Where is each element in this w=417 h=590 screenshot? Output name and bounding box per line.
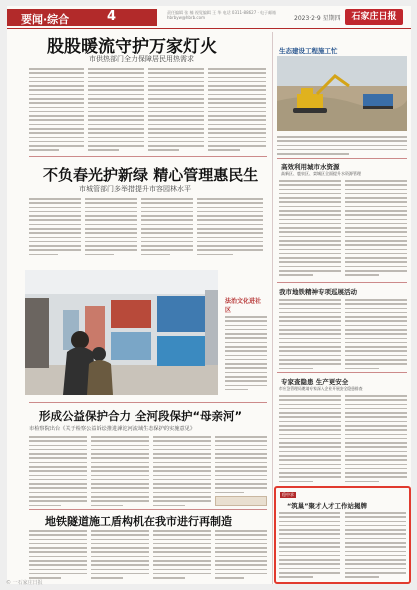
article-2-col-1	[29, 198, 81, 258]
exhibition-illustration	[25, 270, 218, 395]
issue-date: 2023·2·9 星期四	[294, 15, 341, 22]
water-title: 高效利用城市水资源	[281, 163, 340, 171]
article-2-col-4	[197, 198, 263, 258]
article-1-col-1	[29, 68, 84, 154]
source-watermark: © 一石家庄日报	[6, 580, 43, 586]
article-3-subtitle: 市检察院出台《关于检察公益诉讼推进滹沱河流域生态保护的实施意见》	[29, 426, 196, 432]
column-divider	[272, 32, 273, 584]
article-3-col-4	[215, 436, 267, 496]
safety-title: 专家查隐患 生产更安全	[281, 378, 349, 386]
article-2-rule	[29, 402, 267, 403]
article-2-subtitle: 市城管部门多举措提升市容园林水平	[79, 185, 191, 193]
page-header	[7, 6, 411, 28]
safety-col-1	[279, 395, 341, 485]
water-col-2	[345, 180, 407, 278]
construction-caption	[277, 136, 407, 157]
section-title: 要闻·综合	[21, 13, 70, 26]
exhibit-col-1	[279, 299, 341, 372]
sidebar-rule-3	[277, 372, 407, 373]
article-3-col-3	[153, 436, 211, 509]
sidebar-rule-1	[277, 158, 407, 159]
exhibition-photo	[25, 270, 218, 395]
article-1-col-3	[148, 68, 204, 154]
excavator-illustration	[277, 56, 407, 131]
water-col-1	[279, 180, 341, 278]
article-4-col-3	[153, 530, 211, 581]
photo-caption	[225, 316, 267, 393]
safety-col-2	[345, 395, 407, 485]
sidebar-photo-title: 生态建设工程施工忙	[279, 47, 338, 55]
editor-info: 责任编辑 张 楠 视觉编辑 王 华 电话 0311-88627 · 电子邮箱 hbrbyw@hbrb.com	[167, 10, 277, 20]
article-1-col-2	[88, 68, 144, 154]
article-2-title: 不负春光护新绿 精心管理惠民生	[43, 166, 259, 184]
newspaper-page	[7, 6, 411, 584]
masthead-logo: 石家庄日报	[345, 9, 403, 25]
construction-photo	[277, 56, 407, 131]
article-2-col-3	[141, 198, 193, 258]
article-3-col-1	[29, 436, 87, 509]
page-number: 4	[107, 9, 117, 24]
article-3-col-2	[91, 436, 149, 509]
box-tag: 稳中求	[282, 492, 294, 497]
article-4-col-2	[91, 530, 149, 581]
exhibit-col-2	[345, 299, 407, 372]
photo-label: 法治文化进社区	[225, 298, 262, 314]
article-2-col-2	[85, 198, 137, 258]
article-1-col-4	[208, 68, 266, 154]
article-3-rule	[29, 509, 267, 510]
water-subtitle: 高新区、鹿泉区、栾城区全面提升水资源管理	[281, 171, 361, 176]
article-4-col-4	[215, 530, 267, 581]
safety-subtitle: 市应急管理局邀请专家深入企业开展安全隐患排查	[279, 386, 363, 391]
article-1-rule	[29, 156, 267, 157]
article-4-title: 地铁隧道施工盾构机在我市进行再制造	[45, 515, 232, 528]
box-col-2	[345, 512, 406, 581]
sidebar-rule-2	[277, 282, 407, 283]
article-4-col-1	[29, 530, 87, 581]
article-3-logo	[215, 496, 267, 506]
article-3-title: 形成公益保护合力 全河段保护“母亲河”	[39, 409, 243, 423]
article-1-title: 股股暖流守护万家灯火	[47, 37, 217, 57]
box-title: “筑巢”聚才人才工作站揭牌	[287, 502, 368, 510]
exhibit-title: 我市地铁精神专项巡展活动	[279, 288, 357, 296]
box-col-1	[279, 512, 340, 581]
article-1-subtitle: 市供热部门全力保障居民用热需求	[89, 55, 194, 63]
header-rule	[7, 28, 411, 29]
